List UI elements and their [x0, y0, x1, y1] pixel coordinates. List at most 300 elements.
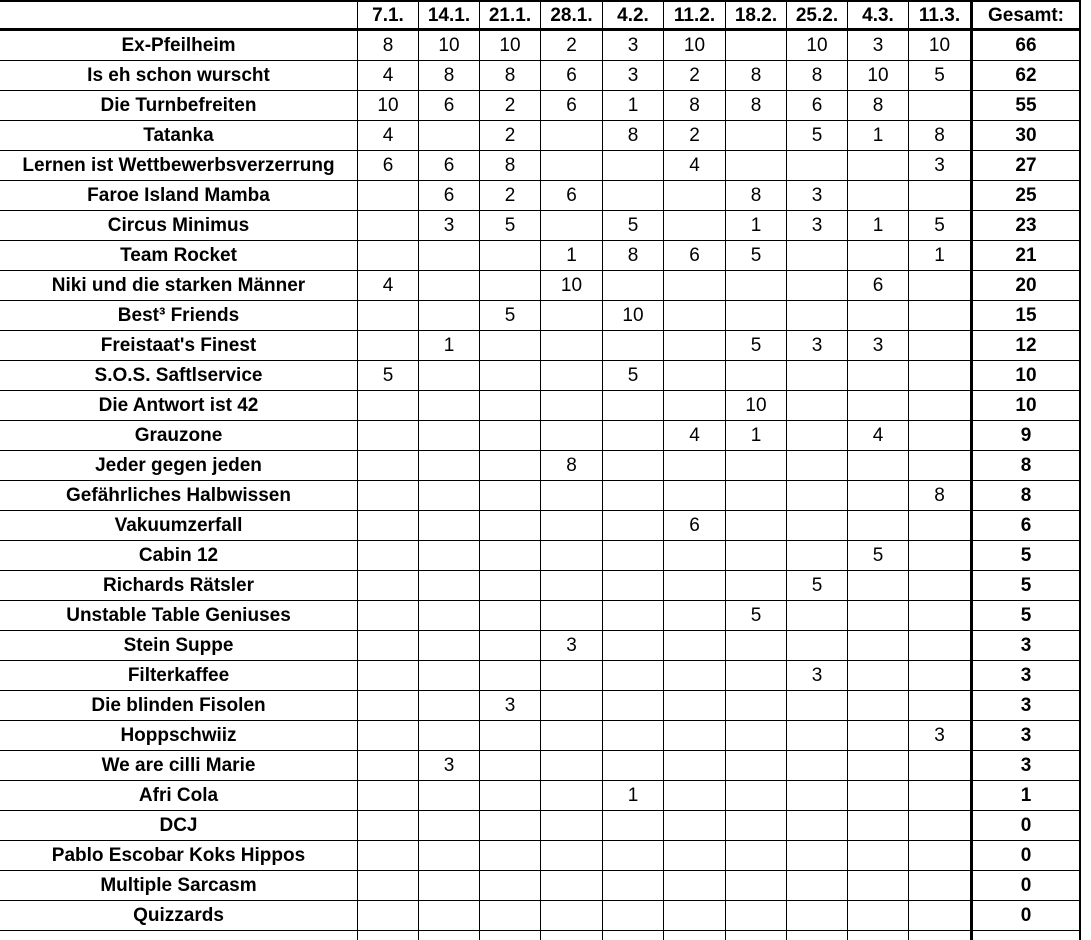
score-cell	[787, 691, 848, 721]
score-cell: 5	[603, 361, 664, 391]
score-cell: 5	[480, 211, 541, 241]
total-cell: 5	[971, 601, 1081, 631]
score-cell	[909, 811, 971, 841]
header-date-4: 28.1.	[541, 0, 603, 31]
score-cell: 5	[358, 361, 419, 391]
score-cell	[541, 331, 603, 361]
total-cell: 55	[971, 91, 1081, 121]
team-name: S.O.S. Saftlservice	[0, 361, 358, 391]
score-cell: 2	[664, 121, 726, 151]
total-cell: 23	[971, 211, 1081, 241]
score-cell: 5	[787, 121, 848, 151]
score-cell	[787, 451, 848, 481]
score-cell	[664, 541, 726, 571]
score-cell	[787, 391, 848, 421]
score-cell	[419, 271, 480, 301]
score-cell	[787, 511, 848, 541]
score-cell	[541, 121, 603, 151]
score-cell	[419, 691, 480, 721]
score-cell	[480, 511, 541, 541]
score-cell	[726, 751, 787, 781]
score-cell	[726, 151, 787, 181]
score-cell	[787, 871, 848, 901]
score-cell: 8	[726, 91, 787, 121]
score-cell	[603, 571, 664, 601]
score-cell	[664, 751, 726, 781]
score-cell: 10	[541, 271, 603, 301]
score-cell: 8	[909, 121, 971, 151]
score-cell	[358, 811, 419, 841]
table-row-partial	[787, 931, 848, 940]
score-cell	[541, 151, 603, 181]
score-cell: 3	[480, 691, 541, 721]
score-cell	[419, 871, 480, 901]
team-name: Circus Minimus	[0, 211, 358, 241]
score-cell	[726, 781, 787, 811]
score-cell	[664, 901, 726, 931]
score-cell	[603, 661, 664, 691]
score-cell: 8	[664, 91, 726, 121]
score-cell: 8	[787, 61, 848, 91]
score-cell	[480, 331, 541, 361]
score-cell	[541, 301, 603, 331]
score-cell	[787, 361, 848, 391]
score-cell	[848, 871, 909, 901]
score-cell	[419, 721, 480, 751]
total-cell: 1	[971, 781, 1081, 811]
score-cell	[480, 781, 541, 811]
score-cell: 5	[909, 211, 971, 241]
score-cell: 10	[787, 31, 848, 61]
team-name: We are cilli Marie	[0, 751, 358, 781]
total-cell: 0	[971, 811, 1081, 841]
score-cell	[726, 841, 787, 871]
total-cell: 3	[971, 721, 1081, 751]
score-cell: 3	[909, 151, 971, 181]
score-cell	[726, 721, 787, 751]
table-row-partial	[848, 931, 909, 940]
total-cell: 0	[971, 871, 1081, 901]
score-cell	[726, 871, 787, 901]
header-date-8: 25.2.	[787, 0, 848, 31]
score-cell: 6	[664, 511, 726, 541]
score-cell	[848, 811, 909, 841]
score-cell	[358, 241, 419, 271]
score-cell	[726, 541, 787, 571]
score-cell	[848, 601, 909, 631]
score-cell	[726, 451, 787, 481]
score-cell	[848, 901, 909, 931]
header-total: Gesamt:	[971, 0, 1081, 31]
score-cell	[541, 691, 603, 721]
score-cell	[726, 121, 787, 151]
table-row-partial	[971, 931, 1081, 940]
score-cell	[358, 601, 419, 631]
score-cell: 8	[480, 151, 541, 181]
score-cell: 5	[480, 301, 541, 331]
score-cell	[664, 391, 726, 421]
score-cell	[541, 481, 603, 511]
header-date-6: 11.2.	[664, 0, 726, 31]
score-cell	[603, 871, 664, 901]
score-cell: 5	[909, 61, 971, 91]
score-cell	[909, 361, 971, 391]
score-cell	[480, 841, 541, 871]
score-cell: 4	[664, 421, 726, 451]
score-cell	[848, 181, 909, 211]
team-name: Is eh schon wurscht	[0, 61, 358, 91]
score-cell	[480, 271, 541, 301]
score-cell	[419, 451, 480, 481]
score-cell: 2	[480, 91, 541, 121]
score-cell	[480, 901, 541, 931]
score-cell: 6	[358, 151, 419, 181]
score-cell: 4	[358, 271, 419, 301]
team-name: Filterkaffee	[0, 661, 358, 691]
score-cell	[419, 391, 480, 421]
score-cell	[603, 601, 664, 631]
team-name: Richards Rätsler	[0, 571, 358, 601]
score-cell	[358, 421, 419, 451]
score-cell	[848, 481, 909, 511]
score-cell	[664, 481, 726, 511]
score-cell	[419, 901, 480, 931]
score-cell	[909, 631, 971, 661]
score-cell	[909, 301, 971, 331]
header-date-3: 21.1.	[480, 0, 541, 31]
team-name: Vakuumzerfall	[0, 511, 358, 541]
total-cell: 3	[971, 751, 1081, 781]
score-cell	[909, 91, 971, 121]
score-cell	[480, 811, 541, 841]
score-cell: 5	[726, 331, 787, 361]
total-cell: 6	[971, 511, 1081, 541]
score-cell	[787, 541, 848, 571]
score-cell	[664, 721, 726, 751]
score-cell	[358, 391, 419, 421]
score-cell	[909, 901, 971, 931]
team-name: Die Turnbefreiten	[0, 91, 358, 121]
score-cell	[541, 751, 603, 781]
team-name: DCJ	[0, 811, 358, 841]
score-cell	[909, 571, 971, 601]
score-cell	[541, 511, 603, 541]
score-cell	[541, 901, 603, 931]
score-cell	[603, 331, 664, 361]
team-name: Die blinden Fisolen	[0, 691, 358, 721]
score-cell	[787, 631, 848, 661]
score-cell: 3	[541, 631, 603, 661]
score-cell	[419, 361, 480, 391]
table-row-partial	[664, 931, 726, 940]
score-cell	[419, 481, 480, 511]
score-cell	[787, 811, 848, 841]
score-cell: 2	[480, 181, 541, 211]
score-cell: 2	[541, 31, 603, 61]
score-cell	[358, 481, 419, 511]
score-cell	[419, 511, 480, 541]
score-cell	[848, 511, 909, 541]
team-name: Afri Cola	[0, 781, 358, 811]
score-cell	[664, 781, 726, 811]
score-cell	[909, 391, 971, 421]
score-cell	[358, 841, 419, 871]
score-cell	[419, 781, 480, 811]
score-cell	[787, 241, 848, 271]
score-cell: 6	[664, 241, 726, 271]
score-cell: 4	[848, 421, 909, 451]
score-cell	[787, 841, 848, 871]
score-cell: 1	[848, 121, 909, 151]
score-cell	[726, 811, 787, 841]
team-name: Pablo Escobar Koks Hippos	[0, 841, 358, 871]
score-cell	[726, 301, 787, 331]
score-cell	[480, 481, 541, 511]
total-cell: 12	[971, 331, 1081, 361]
score-cell	[480, 871, 541, 901]
score-cell	[541, 661, 603, 691]
score-cell: 3	[787, 211, 848, 241]
score-cell	[848, 751, 909, 781]
table-row-partial	[358, 931, 419, 940]
score-cell	[909, 781, 971, 811]
score-cell	[909, 511, 971, 541]
score-cell	[664, 631, 726, 661]
score-cell: 6	[419, 181, 480, 211]
score-cell	[603, 691, 664, 721]
score-cell: 6	[787, 91, 848, 121]
score-cell: 5	[726, 601, 787, 631]
score-cell	[358, 781, 419, 811]
score-cell	[664, 601, 726, 631]
score-cell: 6	[541, 61, 603, 91]
score-cell	[358, 181, 419, 211]
score-cell	[541, 571, 603, 601]
score-cell	[909, 601, 971, 631]
score-cell: 1	[419, 331, 480, 361]
score-cell	[358, 211, 419, 241]
score-cell	[726, 661, 787, 691]
score-cell	[664, 691, 726, 721]
total-cell: 66	[971, 31, 1081, 61]
score-cell	[787, 781, 848, 811]
score-cell	[848, 571, 909, 601]
score-cell: 6	[541, 181, 603, 211]
score-cell	[664, 871, 726, 901]
team-name: Ex-Pfeilheim	[0, 31, 358, 61]
score-cell	[603, 631, 664, 661]
score-cell	[419, 601, 480, 631]
score-cell	[787, 601, 848, 631]
team-name: Stein Suppe	[0, 631, 358, 661]
score-cell: 6	[541, 91, 603, 121]
team-name: Team Rocket	[0, 241, 358, 271]
score-cell	[787, 481, 848, 511]
score-cell	[603, 901, 664, 931]
score-cell: 10	[848, 61, 909, 91]
score-cell	[787, 301, 848, 331]
score-cell	[480, 571, 541, 601]
score-cell	[603, 751, 664, 781]
score-cell: 1	[848, 211, 909, 241]
score-cell	[664, 331, 726, 361]
score-cell	[541, 541, 603, 571]
score-cell	[909, 271, 971, 301]
score-cell	[603, 841, 664, 871]
score-cell	[787, 151, 848, 181]
score-cell: 4	[664, 151, 726, 181]
score-cell	[419, 121, 480, 151]
total-cell: 15	[971, 301, 1081, 331]
score-cell	[603, 151, 664, 181]
score-cell	[664, 361, 726, 391]
score-cell	[480, 241, 541, 271]
score-cell	[664, 211, 726, 241]
total-cell: 10	[971, 361, 1081, 391]
score-cell	[787, 751, 848, 781]
score-cell	[603, 481, 664, 511]
header-date-5: 4.2.	[603, 0, 664, 31]
score-cell	[848, 691, 909, 721]
score-cell	[664, 271, 726, 301]
total-cell: 0	[971, 841, 1081, 871]
score-cell	[848, 721, 909, 751]
score-cell: 2	[664, 61, 726, 91]
total-cell: 21	[971, 241, 1081, 271]
score-cell	[358, 721, 419, 751]
score-cell	[787, 421, 848, 451]
score-cell	[726, 361, 787, 391]
score-cell	[541, 361, 603, 391]
score-cell: 8	[848, 91, 909, 121]
score-cell	[848, 361, 909, 391]
score-cell	[848, 151, 909, 181]
score-cell	[358, 451, 419, 481]
score-cell	[603, 811, 664, 841]
score-cell	[541, 601, 603, 631]
team-name: Die Antwort ist 42	[0, 391, 358, 421]
score-cell: 10	[480, 31, 541, 61]
total-cell: 20	[971, 271, 1081, 301]
total-cell: 0	[971, 901, 1081, 931]
score-cell: 5	[603, 211, 664, 241]
score-cell: 1	[541, 241, 603, 271]
score-cell	[603, 451, 664, 481]
team-name: Faroe Island Mamba	[0, 181, 358, 211]
score-cell	[480, 631, 541, 661]
table-row-partial	[726, 931, 787, 940]
score-cell	[848, 781, 909, 811]
score-cell	[664, 661, 726, 691]
score-cell	[419, 421, 480, 451]
score-cell	[909, 841, 971, 871]
score-cell	[358, 631, 419, 661]
score-cell	[358, 511, 419, 541]
score-cell	[909, 331, 971, 361]
score-cell: 10	[726, 391, 787, 421]
score-cell: 4	[358, 61, 419, 91]
total-cell: 30	[971, 121, 1081, 151]
team-name: Jeder gegen jeden	[0, 451, 358, 481]
table-row-partial	[480, 931, 541, 940]
score-cell	[909, 181, 971, 211]
score-cell: 10	[358, 91, 419, 121]
score-cell: 1	[603, 781, 664, 811]
score-cell	[787, 721, 848, 751]
total-cell: 5	[971, 541, 1081, 571]
score-cell	[480, 661, 541, 691]
score-cell	[603, 271, 664, 301]
score-cell: 1	[603, 91, 664, 121]
header-date-1: 7.1.	[358, 0, 419, 31]
score-cell: 8	[358, 31, 419, 61]
score-cell	[480, 541, 541, 571]
score-cell: 8	[541, 451, 603, 481]
score-cell: 3	[848, 31, 909, 61]
score-cell	[726, 481, 787, 511]
score-cell	[726, 691, 787, 721]
total-cell: 5	[971, 571, 1081, 601]
header-date-10: 11.3.	[909, 0, 971, 31]
score-cell	[909, 751, 971, 781]
score-cell	[541, 811, 603, 841]
score-cell: 6	[419, 91, 480, 121]
total-cell: 3	[971, 691, 1081, 721]
score-cell: 3	[419, 211, 480, 241]
score-cell	[480, 451, 541, 481]
score-cell: 3	[909, 721, 971, 751]
score-cell	[419, 811, 480, 841]
table-row-partial	[541, 931, 603, 940]
table-row-partial	[0, 931, 358, 940]
score-cell	[909, 871, 971, 901]
score-cell	[358, 661, 419, 691]
score-cell	[726, 511, 787, 541]
team-name: Tatanka	[0, 121, 358, 151]
score-cell	[358, 901, 419, 931]
score-cell	[419, 301, 480, 331]
total-cell: 9	[971, 421, 1081, 451]
score-cell	[909, 691, 971, 721]
score-cell	[358, 871, 419, 901]
score-cell	[541, 841, 603, 871]
score-cell	[358, 691, 419, 721]
score-cell	[848, 451, 909, 481]
score-cell: 10	[603, 301, 664, 331]
score-cell	[480, 721, 541, 751]
team-name: Hoppschwiiz	[0, 721, 358, 751]
score-cell: 10	[419, 31, 480, 61]
total-cell: 10	[971, 391, 1081, 421]
score-cell	[726, 571, 787, 601]
score-cell	[419, 541, 480, 571]
score-cell: 10	[909, 31, 971, 61]
team-name: Best³ Friends	[0, 301, 358, 331]
header-date-9: 4.3.	[848, 0, 909, 31]
score-cell	[358, 541, 419, 571]
total-cell: 8	[971, 451, 1081, 481]
score-cell	[848, 661, 909, 691]
score-cell: 3	[419, 751, 480, 781]
score-cell: 8	[480, 61, 541, 91]
total-cell: 62	[971, 61, 1081, 91]
team-name: Unstable Table Geniuses	[0, 601, 358, 631]
score-cell: 4	[358, 121, 419, 151]
score-cell: 8	[603, 241, 664, 271]
score-cell	[358, 301, 419, 331]
score-cell: 8	[419, 61, 480, 91]
score-cell	[726, 901, 787, 931]
